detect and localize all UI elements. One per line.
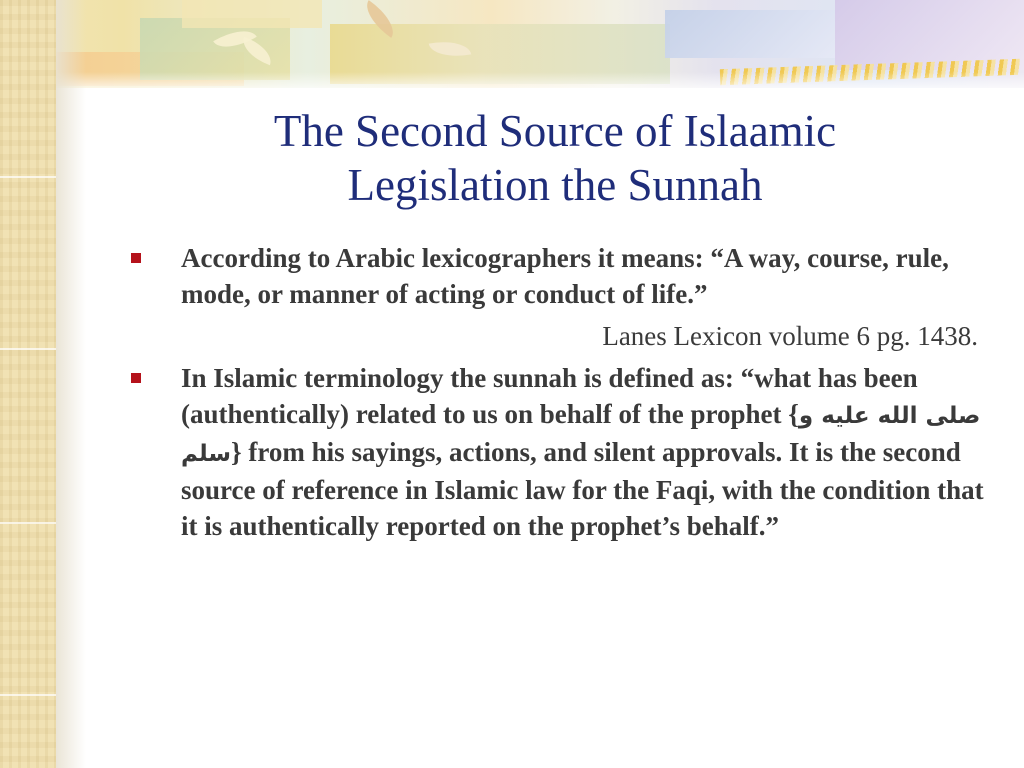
- decorative-left-strip: [0, 0, 56, 768]
- title-line-2: Legislation the Sunnah: [347, 160, 763, 210]
- square-bullet-icon: [131, 253, 141, 263]
- bullet-1-text: According to Arabic lexicographers it means: “A way, course, rule, mode, or manner of acting or conduct of life.”: [181, 243, 949, 309]
- bullet-2-text-before: In Islamic terminology the sunnah is defined as: “what has been (authentically) related to us on behalf of the prophet {: [181, 363, 918, 429]
- bullet-item-2: [130, 360, 990, 544]
- bullet-item-1: [130, 240, 990, 312]
- bullet-2-text-after: } from his sayings, actions, and silent approvals. It is the second source of reference in Islamic law for the Faqi, with the condition that it is authentically reported on the prophet’s behalf.”: [181, 437, 984, 541]
- title-line-1: The Second Source of Islaamic: [273, 106, 837, 156]
- citation: Lanes Lexicon volume 6 pg. 1438.: [602, 321, 978, 351]
- slide-title: [180, 104, 930, 212]
- square-bullet-icon: [131, 373, 141, 383]
- arabic-phrase: صلى الله عليه و سلم: [181, 403, 981, 467]
- slide-body: [130, 240, 990, 544]
